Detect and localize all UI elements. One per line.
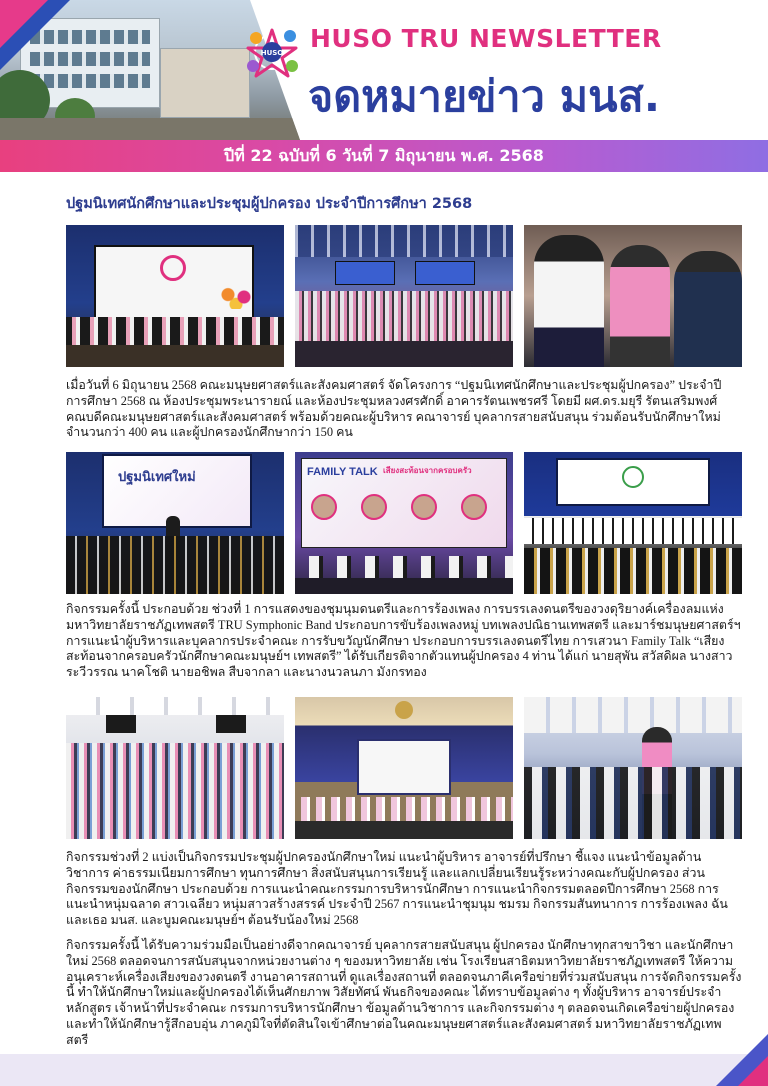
building-annex (160, 48, 250, 118)
family-talk-label: FAMILY TALK (307, 466, 378, 478)
logo-text: HUSO (260, 49, 284, 57)
paragraph-4: กิจกรรมครั้งนี้ ได้รับความร่วมมือเป็นอย่างดีจากคณาจารย์ บุคลากรสายสนับสนุน ผู้ปกครอง นักศึกษาทุกสาขาวิชา และนักศึกษาใหม่ 2568 ตลอดจนการสนับสนุนจากหน่วยงานต่าง ๆ ของมหาวิทยาลัย เช่น โรงเรียนสาธิตมหาวิทยาลัยราชภัฏเทพสตรี ให้ความอนุเคราะห์เครื่องเสียงของวงดนตรี งานอาคารสถานที่ ดูแลเรื่องสถานที่ ตลอดจนภาคีเครือข่ายที่ร่วมสนับสนุน การจัดกิจกรรมครั้งนี้ ทำให้นักศึกษาใหม่และผู้ปกครองได้เห็นศักยภาพ วิสัยทัศน์ พันธกิจของคณะ ได้ทราบข้อมูลต่าง ๆ ทั้งผู้บริหาร อาจารย์ประจำหลักสูตร เจ้าหน้าที่ประจำคณะ กรรมการบริหารนักศึกษา ข้อมูลด้านวิชาการ และกิจกรรมต่าง ๆ ตลอดจนเกิดเครือข่ายผู้ปกครอง และทำให้นักศึกษารู้สึกอบอุ่น ภาคภูมิใจที่ตัดสินใจเข้าศึกษาต่อในคณะมนุษยศาสตร์และสังคมศาสตร์ มหาวิทยาลัยราชภัฏเทพสตรี (66, 938, 742, 1047)
seated-parents (66, 743, 284, 839)
seated-students (524, 767, 742, 839)
tv-monitor (216, 715, 246, 733)
newsletter-title-th: จดหมายข่าว มนส. (308, 72, 661, 122)
wall-panels (524, 697, 742, 733)
speaker-portrait (361, 494, 387, 520)
auditorium-audience-photo (295, 225, 513, 367)
paragraph-3: กิจกรรมช่วงที่ 2 แบ่งเป็นกิจกรรมประชุมผู้ปกครองนักศึกษาใหม่ แนะนำผู้บริหาร อาจารย์ที่ปรึกษา ชี้แจง แนะนำข้อมูลด้านวิชาการ ค่าธรรมเนียมการศึกษา ทุนการศึกษา สิ่งสนับสนุนการเรียนรู้ และแลกเปลี่ยนเรียนรู้ระหว่างคณะกับผู้ปกครอง ส่วนกิจกรรมของนักศึกษา ประกอบด้วย การแนะนำคณะกรรมการบริหารนักศึกษา การแนะนำกิจกรรมตลอดปีการศึกษา 2568 การแนะนำหนุ่มฉลาด สาวเฉลียว หนุ่มสาวสร้างสรรค์ ประจำปี 2567 การแนะนำชุมนุม ชมรม กิจกรรมสันทนาการ การร้องเพลง ฉันและเธอ มนส. และบูมคณะมนุษย์ฯ ต้อนรับน้องใหม่ 2568 (66, 850, 728, 928)
performers (295, 797, 513, 821)
paragraph-1: เมื่อวันที่ 6 มิถุนายน 2568 คณะมนุษยศาสตร์และสังคมศาสตร์ จัดโครงการ “ปฐมนิเทศนักศึกษาและประชุมผู้ปกครอง” ประจำปีการศึกษา 2568 ณ ห้องประชุมพระนารายณ์ และห้องประชุมหลวงศรศักดิ์ อาคารรัตนเพชรศรี โดยมี ผศ.ดร.มยุรี รัตนเสริมพงศ์ คณบดีคณะมนุษยศาสตร์และสังคมศาสตร์ พร้อมด้วยคณะผู้บริหาร คณาจารย์ บุคลากรสายสนับสนุน ร่วมต้อนรับนักศึกษาใหม่ จำนวนกว่า 400 คน และผู้ปกครองนักศึกษากว่า 150 คน (66, 378, 722, 440)
stage-floor (66, 345, 284, 367)
audience-heads (295, 821, 513, 839)
audience (295, 291, 513, 341)
building-windows (30, 74, 150, 88)
student-person (610, 245, 670, 367)
ceiling-lights (295, 225, 513, 257)
paragraph-2: กิจกรรมครั้งนี้ ประกอบด้วย ช่วงที่ 1 การแสดงของชุมนุมดนตรีและการร้องเพลง การบรรเลงดนตรีของวงดุริยางค์เครื่องลมแห่งมหาวิทยาลัยราชภัฏเทพสตรี TRU Symphonic Band ประกอบการขับร้องเพลงหมู่ บทเพลงปณิธานเทพสตรี และมาร์ชมนุษยศาสตร์ฯ การแนะนำผู้บริหารและบุคลากรประจำคณะ การรับขวัญนักศึกษา ประกอบการบรรเลงดนตรีไทย การเสวนา Family Talk “เสียงสะท้อนจากครอบครัวนักศึกษาคณะมนุษย์ฯ เทพสตรี” ได้รับเกียรติจากตัวแทนผู้ปกครอง 4 ท่าน ได้แก่ นายสุพัน สวัสดิผล นางสาวระวีวรรณ นาคโชติ นายอชิพล สืบจากลา และนางนวลนภา มังกรทอง (66, 602, 741, 680)
people-on-stage (66, 317, 284, 345)
panelists (295, 556, 513, 578)
tv-monitor (106, 715, 136, 733)
emblem-icon (395, 701, 413, 719)
family-talk-subtitle: เสียงสะท้อนจากครอบครัว (383, 466, 472, 475)
screen-logo-icon (160, 255, 186, 281)
corner-decoration-pink (0, 0, 48, 48)
front-row (295, 341, 513, 367)
newsletter-title-en: HUSO TRU NEWSLETTER (310, 24, 662, 53)
photo-row-1 (66, 225, 742, 367)
speaker-portrait (461, 494, 487, 520)
balloons (216, 285, 256, 309)
issue-line: ปีที่ 22 ฉบับที่ 6 วันที่ 7 มิถุนายน พ.ศ. 2568 (224, 145, 544, 165)
student-person (534, 235, 604, 367)
students-seated-photo (524, 697, 742, 839)
band-musicians (66, 536, 284, 594)
parents-meeting-photo (66, 697, 284, 839)
staff-person (674, 251, 742, 367)
photo-row-3 (66, 697, 742, 839)
screen-emblem-icon (622, 466, 644, 488)
stage-group-photo (66, 225, 284, 367)
side-screen (335, 261, 395, 285)
projector-screen (357, 739, 451, 795)
symphonic-band-photo (524, 452, 742, 594)
speaker-portrait (311, 494, 337, 520)
choir-row (524, 518, 742, 544)
stage-floor (295, 578, 513, 594)
road (0, 118, 300, 140)
footer-band (0, 1054, 768, 1086)
singer-band-photo (66, 452, 284, 594)
students-greeting-photo (524, 225, 742, 367)
ceiling-lights (66, 697, 284, 715)
family-talk-panel-photo (295, 452, 513, 594)
footer-decoration-pink (738, 1056, 768, 1086)
article-title: ปฐมนิเทศนักศึกษาและประชุมผู้ปกครอง ประจำปีการศึกษา 2568 (66, 196, 473, 212)
huso-logo-icon (244, 24, 300, 80)
side-screen (415, 261, 475, 285)
speaker-portrait (411, 494, 437, 520)
photo-row-2 (66, 452, 742, 594)
stage-dance-photo (295, 697, 513, 839)
issue-bar (0, 140, 768, 172)
screen-banner-text: ปฐมนิเทศใหม่ (118, 469, 196, 484)
newsletter-header (0, 0, 768, 140)
band-musicians (524, 548, 742, 594)
